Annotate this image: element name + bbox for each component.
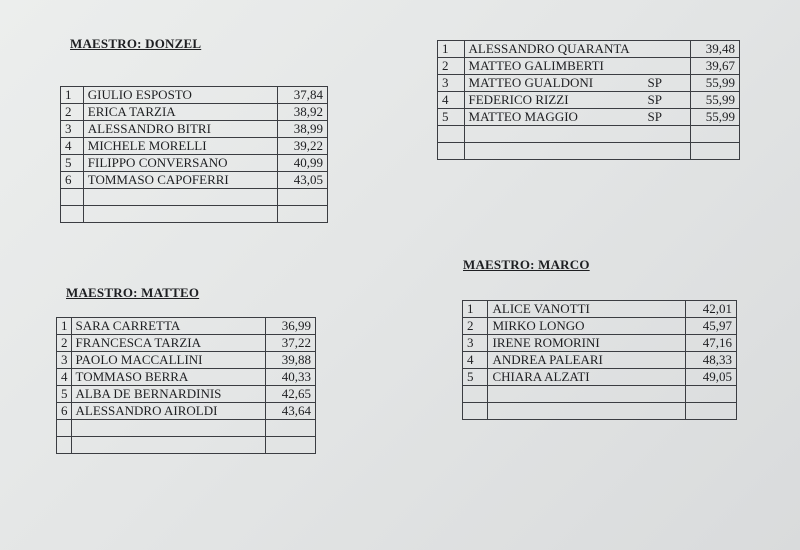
name-cell (464, 92, 690, 109)
table-row (61, 121, 328, 138)
time-cell: 39,67 (691, 58, 740, 75)
name-cell (71, 352, 266, 369)
table-row (463, 335, 737, 352)
empty-cell (57, 420, 72, 437)
rank-cell: 2 (57, 335, 72, 352)
empty-row (61, 189, 328, 206)
time-cell: 42,65 (266, 386, 316, 403)
time-cell: 39,48 (691, 41, 740, 58)
rank-cell: 5 (438, 109, 465, 126)
time-cell: 45,97 (686, 318, 737, 335)
athlete-name: SARA CARRETTA (75, 318, 181, 333)
athlete-name: MICHELE MORELLI (87, 138, 207, 153)
time-cell: 38,99 (278, 121, 328, 138)
table-row (61, 138, 328, 155)
rank-cell: 3 (57, 352, 72, 369)
name-cell (83, 121, 278, 138)
athlete-name: ALICE VANOTTI (492, 301, 590, 316)
name-cell (488, 352, 686, 369)
table-row (438, 92, 740, 109)
athlete-name: FEDERICO RIZZI (468, 92, 569, 107)
table-row (438, 75, 740, 92)
athlete-name: ALESSANDRO AIROLDI (75, 403, 218, 418)
athlete-name: ANDREA PALEARI (492, 352, 603, 367)
group-heading-marco: MAESTRO: MARCO (463, 257, 590, 272)
empty-cell (57, 437, 72, 454)
time-cell: 55,99 (691, 92, 740, 109)
empty-cell (61, 189, 84, 206)
time-cell: 55,99 (691, 75, 740, 92)
rank-cell: 3 (61, 121, 84, 138)
rank-cell: 3 (438, 75, 465, 92)
table-row (57, 318, 316, 335)
table-row (57, 386, 316, 403)
rank-cell: 1 (438, 41, 465, 58)
time-cell: 36,99 (266, 318, 316, 335)
rank-cell: 2 (463, 318, 488, 335)
empty-cell (266, 420, 316, 437)
group-heading-matteo: MAESTRO: MATTEO (66, 285, 200, 300)
name-cell (83, 104, 278, 121)
sp-tag: SP (647, 92, 662, 107)
results-table-top-right (437, 40, 740, 160)
athlete-name: ALBA DE BERNARDINIS (75, 386, 222, 401)
name-cell (83, 87, 278, 104)
athlete-name: MATTEO MAGGIO (468, 109, 578, 124)
empty-row (57, 420, 316, 437)
time-cell: 49,05 (686, 369, 737, 386)
rank-cell: 1 (61, 87, 84, 104)
rank-cell: 4 (57, 369, 72, 386)
table-row (438, 109, 740, 126)
athlete-name: ERICA TARZIA (87, 104, 176, 119)
table-row (438, 41, 740, 58)
athlete-name: PAOLO MACCALLINI (75, 352, 203, 367)
time-cell: 43,64 (266, 403, 316, 420)
athlete-name: IRENE ROMORINI (492, 335, 600, 350)
table-row (57, 352, 316, 369)
time-cell: 48,33 (686, 352, 737, 369)
rank-cell: 5 (57, 386, 72, 403)
table-row (463, 352, 737, 369)
time-cell: 39,22 (278, 138, 328, 155)
empty-cell (463, 403, 488, 420)
sp-tag: SP (647, 75, 662, 90)
athlete-name: CHIARA ALZATI (492, 369, 590, 384)
table-row (463, 318, 737, 335)
time-cell: 42,01 (686, 301, 737, 318)
rank-cell: 6 (57, 403, 72, 420)
time-cell: 39,88 (266, 352, 316, 369)
empty-cell (278, 206, 328, 223)
athlete-name: MATTEO GUALDONI (468, 75, 594, 90)
name-cell (488, 369, 686, 386)
table-row (61, 155, 328, 172)
time-cell: 43,05 (278, 172, 328, 189)
name-cell (83, 155, 278, 172)
athlete-name: ALESSANDRO QUARANTA (468, 41, 630, 56)
empty-row (438, 143, 740, 160)
name-cell (464, 75, 690, 92)
name-cell (464, 109, 690, 126)
table-row (61, 172, 328, 189)
group-heading-cut-off (452, 0, 600, 3)
time-cell: 47,16 (686, 335, 737, 352)
name-cell (488, 301, 686, 318)
empty-row (57, 437, 316, 454)
name-cell (71, 369, 266, 386)
empty-cell (83, 189, 278, 206)
empty-cell (266, 437, 316, 454)
athlete-name: MIRKO LONGO (492, 318, 585, 333)
name-cell (488, 335, 686, 352)
rank-cell: 1 (57, 318, 72, 335)
name-cell (71, 335, 266, 352)
name-cell (83, 138, 278, 155)
name-cell (71, 386, 266, 403)
empty-cell (488, 386, 686, 403)
empty-cell (691, 143, 740, 160)
table-row (61, 104, 328, 121)
athlete-name: MATTEO GALIMBERTI (468, 58, 604, 73)
results-table-marco (462, 300, 737, 420)
table-row (61, 87, 328, 104)
rank-cell: 5 (61, 155, 84, 172)
group-heading-donzel: MAESTRO: DONZEL (70, 36, 202, 51)
empty-cell (71, 437, 266, 454)
time-cell: 37,22 (266, 335, 316, 352)
empty-cell (71, 420, 266, 437)
empty-cell (686, 403, 737, 420)
table-row (463, 369, 737, 386)
time-cell: 40,33 (266, 369, 316, 386)
rank-cell: 6 (61, 172, 84, 189)
empty-cell (438, 143, 465, 160)
athlete-name: FILIPPO CONVERSANO (87, 155, 228, 170)
empty-row (438, 126, 740, 143)
sp-tag: SP (647, 109, 662, 124)
empty-cell (61, 206, 84, 223)
empty-cell (438, 126, 465, 143)
empty-row (463, 403, 737, 420)
rank-cell: 4 (61, 138, 84, 155)
empty-cell (464, 143, 690, 160)
rank-cell: 4 (463, 352, 488, 369)
empty-row (463, 386, 737, 403)
empty-row (61, 206, 328, 223)
rank-cell: 1 (463, 301, 488, 318)
time-cell: 38,92 (278, 104, 328, 121)
rank-cell: 5 (463, 369, 488, 386)
empty-cell (278, 189, 328, 206)
rank-cell: 2 (438, 58, 465, 75)
results-table-donzel (60, 86, 328, 223)
athlete-name: TOMMASO CAPOFERRI (87, 172, 229, 187)
empty-cell (488, 403, 686, 420)
empty-cell (686, 386, 737, 403)
name-cell (488, 318, 686, 335)
name-cell (83, 172, 278, 189)
name-cell (464, 41, 690, 58)
empty-cell (691, 126, 740, 143)
empty-cell (83, 206, 278, 223)
athlete-name: GIULIO ESPOSTO (87, 87, 192, 102)
name-cell (464, 58, 690, 75)
empty-cell (464, 126, 690, 143)
table-row (57, 403, 316, 420)
time-cell: 37,84 (278, 87, 328, 104)
time-cell: 55,99 (691, 109, 740, 126)
table-row (57, 335, 316, 352)
results-table-matteo (56, 317, 316, 454)
empty-cell (463, 386, 488, 403)
athlete-name: ALESSANDRO BITRI (87, 121, 211, 136)
table-row (438, 58, 740, 75)
table-row (57, 369, 316, 386)
time-cell: 40,99 (278, 155, 328, 172)
rank-cell: 2 (61, 104, 84, 121)
rank-cell: 3 (463, 335, 488, 352)
name-cell (71, 403, 266, 420)
rank-cell: 4 (438, 92, 465, 109)
name-cell (71, 318, 266, 335)
athlete-name: FRANCESCA TARZIA (75, 335, 201, 350)
table-row (463, 301, 737, 318)
athlete-name: TOMMASO BERRA (75, 369, 189, 384)
